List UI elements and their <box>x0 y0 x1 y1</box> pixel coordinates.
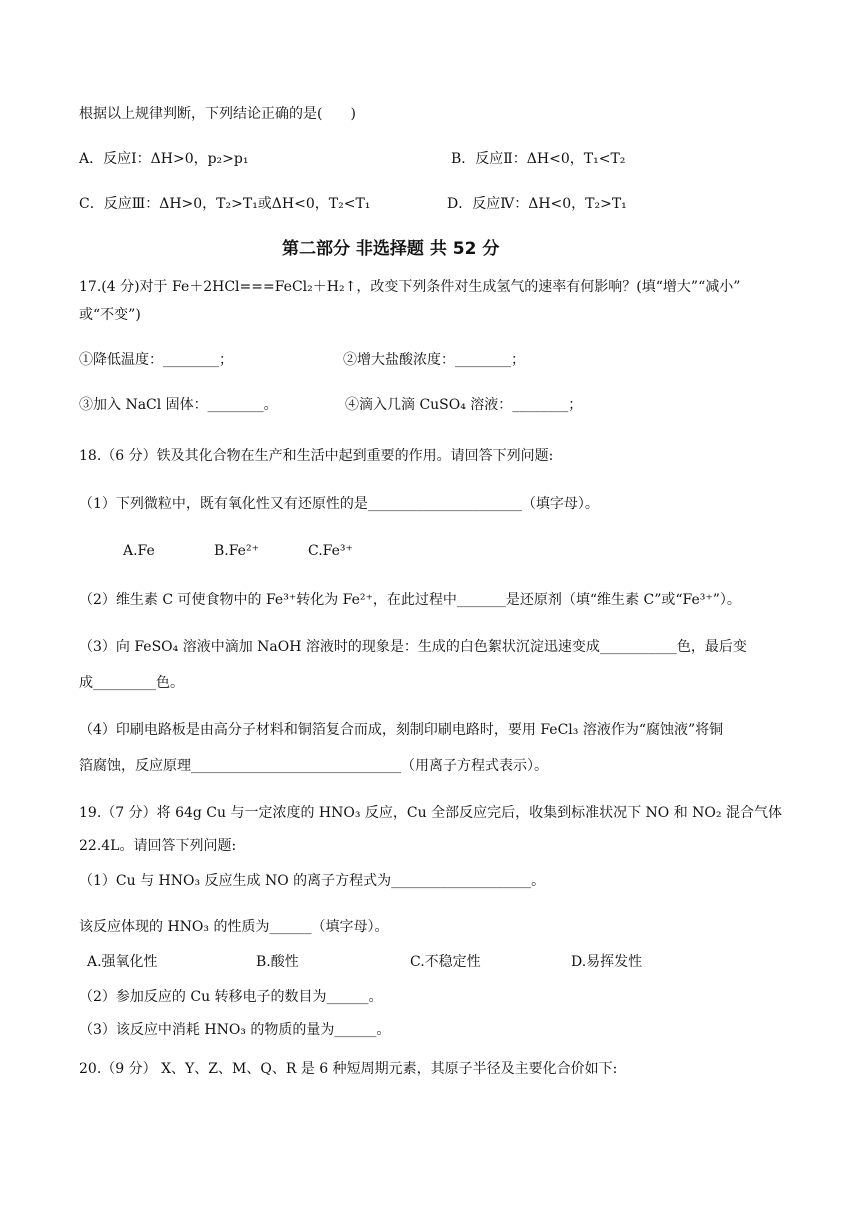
q16-option-a: A．反应Ⅰ：ΔH>0，p₂>p₁ <box>79 151 249 167</box>
q19-stem-line1: 19.（7 分）将 64g Cu 与一定浓度的 HNO₃ 反应，Cu 全部反应完后，收集到标准状况下 NO 和 NO₂ 混合气体 <box>79 805 782 821</box>
q18-stem: 18.（6 分）铁及其化合物在生产和生活中起到重要的作用。请回答下列问题: <box>79 448 554 464</box>
q18-part3-line1: （3）向 FeSO₄ 溶液中滴加 NaOH 溶液时的现象是：生成的白色絮状沉淀迅速变成___________色，最后变 <box>79 639 747 655</box>
q19-option-d: D.易挥发性 <box>571 954 643 970</box>
q17-item-4: ④滴入几滴 CuSO₄ 溶液：________； <box>345 397 583 413</box>
q18-part4-line1: （4）印刷电路板是由高分子材料和铜箔复合而成，刻制印刷电路时，要用 FeCl₃ 溶液作为“腐蚀液”将铜 <box>79 722 724 738</box>
q19-option-c: C.不稳定性 <box>410 954 481 970</box>
q19-part1-property: 该反应体现的 HNO₃ 的性质为______（填字母）。 <box>79 919 389 935</box>
q18-option-b: B.Fe²⁺ <box>214 543 259 559</box>
q17-item-1: ①降低温度：________； <box>79 352 233 368</box>
q16-option-c: C．反应Ⅲ：ΔH>0，T₂>T₁或ΔH<0，T₂<T₁ <box>79 196 371 212</box>
q17-stem-line2: 或“不变”) <box>79 307 141 323</box>
q18-option-c: C.Fe³⁺ <box>308 543 353 559</box>
q16-stem: 根据以上规律判断，下列结论正确的是( ) <box>79 106 356 122</box>
q18-part1: （1）下列微粒中，既有氧化性又有还原性的是______________________（填字母）。 <box>79 496 599 512</box>
q19-part1: （1）Cu 与 HNO₃ 反应生成 NO 的离子方程式为____________________。 <box>79 873 546 889</box>
q19-option-a: A.强氧化性 <box>87 954 158 970</box>
part-two-title: 第二部分 非选择题 共 52 分 <box>282 239 500 259</box>
q18-option-a: A.Fe <box>123 543 155 559</box>
q18-part2: （2）维生素 C 可使食物中的 Fe³⁺转化为 Fe²⁺，在此过程中_______是还原剂（填“维生素 C”或“Fe³⁺”）。 <box>79 592 741 608</box>
q19-stem-line2: 22.4L。请回答下列问题: <box>79 838 237 854</box>
q19-part2: （2）参加反应的 Cu 转移电子的数目为______。 <box>79 989 383 1005</box>
q17-stem-line1: 17.(4 分)对于 Fe＋2HCl===FeCl₂＋H₂↑，改变下列条件对生成氢气的速率有何影响？(填“增大”“减小” <box>79 279 741 295</box>
q18-part3-line2: 成_________色。 <box>79 675 184 691</box>
q19-option-b: B.酸性 <box>256 954 299 970</box>
q16-option-b: B．反应Ⅱ：ΔH<0，T₁<T₂ <box>451 151 626 167</box>
q16-option-d: D．反应Ⅳ：ΔH<0，T₂>T₁ <box>447 196 627 212</box>
q20-stem: 20.（9 分） X、Y、Z、M、Q、R 是 6 种短周期元素，其原子半径及主要化合价如下: <box>79 1061 618 1077</box>
q18-part4-line2: 箔腐蚀，反应原理______________________________（用离子方程式表示）。 <box>79 758 548 774</box>
q17-item-3: ③加入 NaCl 固体：________。 <box>79 397 278 413</box>
q17-item-2: ②增大盐酸浓度：________； <box>343 352 525 368</box>
q19-part3: （3）该反应中消耗 HNO₃ 的物质的量为______。 <box>79 1022 391 1038</box>
